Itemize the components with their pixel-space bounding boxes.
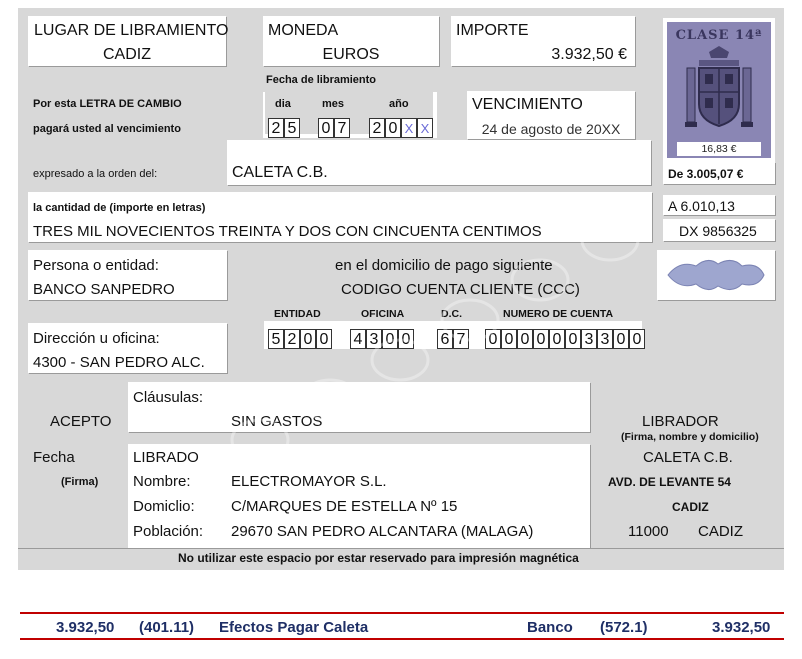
coat-of-arms-icon [685,46,753,138]
entry-top-line [20,612,784,614]
librado-domicilio-label: Domiclio: [133,498,195,515]
moneda-box [263,16,439,66]
importe-box [451,16,635,66]
digit-box: 5 [268,329,284,349]
digit-box: 0 [501,329,517,349]
direccion-label: Dirección u oficina: [33,330,160,347]
digit-box: 0 [629,329,645,349]
librado-domicilio: C/MARQUES DE ESTELLA Nº 15 [231,498,458,515]
digit-box: 7 [453,329,469,349]
digit-box: 0 [485,329,501,349]
fecha-libramiento-label: Fecha de libramiento [266,74,377,86]
digit-box: 4 [350,329,366,349]
mes-label: mes [322,98,345,110]
digit-box: 0 [533,329,549,349]
stamp-price: 16,83 € [677,142,761,156]
librador-subtitle: (Firma, nombre y domicilio) [621,431,759,443]
tax-stamp [663,18,775,162]
digit-box: 3 [581,329,597,349]
entry-credit-account: (572.1) [600,619,648,636]
digit-box: 7 [334,118,350,138]
ref-box-1 [663,162,775,184]
digit-box: X [417,118,433,138]
side-ref-3: DX 9856325 [679,223,757,239]
digit-box: 0 [300,329,316,349]
entry-credit-name: Banco [527,619,573,636]
librado-nombre: ELECTROMAYOR S.L. [231,473,387,490]
digit-box: 2 [369,118,385,138]
orden-value: CALETA C.B. [232,164,328,181]
domicilio-pago-line1: en el domicilio de pago siguiente [335,257,553,274]
digit-box: 0 [549,329,565,349]
librador-name: CALETA C.B. [643,449,733,466]
domicilio-pago-line2: CODIGO CUENTA CLIENTE (CCC) [341,281,580,298]
ccc-cuenta-label: NUMERO DE CUENTA [503,308,614,320]
digit-box: 5 [284,118,300,138]
librador-city2: CADIZ [698,523,743,540]
digit-box: 6 [437,329,453,349]
anio-label: año [389,98,409,110]
persona-box [28,250,227,300]
magnetic-note: No utilizar este espacio por estar reservado para impresión magnética [178,551,579,565]
digit-box: 0 [398,329,414,349]
clausulas-label: Cláusulas: [133,389,204,406]
digit-box: 0 [382,329,398,349]
cantidad-label: la cantidad de (importe en letras) [33,202,206,214]
side-ref-2: A 6.010,13 [668,198,735,214]
entry-debit-account: (401.11) [139,619,195,636]
digit-box: 3 [597,329,613,349]
ccc-entidad-label: ENTIDAD [274,308,321,320]
librado-poblacion-label: Población: [133,523,204,540]
entry-bottom-line [20,638,784,640]
entry-debit-name: Efectos Pagar Caleta [219,619,369,636]
digit-box: 0 [318,118,334,138]
direccion-value: 4300 - SAN PEDRO ALC. [33,354,205,371]
importe-label: IMPORTE [456,22,529,39]
librador-city: CADIZ [672,500,709,514]
letra-text-2: pagará usted al vencimiento [33,123,181,135]
digit-box: 0 [517,329,533,349]
librador-address: AVD. DE LEVANTE 54 [608,475,731,489]
firma-label: (Firma) [61,476,99,488]
lugar-value: CADIZ [103,46,151,63]
dia-label: dia [275,98,291,110]
stamp-class: CLASE 14ª [675,28,763,43]
watermark-graphic [200,200,720,500]
direccion-box [28,323,227,373]
digit-box: 2 [284,329,300,349]
librador-cp: 11000 [628,523,669,540]
digit-box: 2 [268,118,284,138]
vencimiento-label: VENCIMIENTO [472,96,583,113]
digit-box: 0 [385,118,401,138]
digit-box: 0 [613,329,629,349]
cantidad-value: TRES MIL NOVECIENTOS TREINTA Y DOS CON CINCUENTA CENTIMOS [33,223,542,240]
entry-debit-amount: 3.932,50 [56,619,115,636]
lugar-box [28,16,229,66]
vencimiento-box [467,91,635,139]
entry-credit-amount: 3.932,50 [712,619,771,636]
digit-box: X [401,118,417,138]
librado-poblacion: 29670 SAN PEDRO ALCANTARA (MALAGA) [231,523,534,540]
librado-nombre-label: Nombre: [133,473,191,490]
librado-title: LIBRADO [133,449,199,466]
librador-title: LIBRADOR [642,413,719,430]
clausulas-value: SIN GASTOS [231,413,323,430]
side-ref-1: De 3.005,07 € [668,167,744,181]
lugar-label: LUGAR DE LIBRAMIENTO [34,22,229,39]
orden-label: expresado a la orden del: [33,168,158,180]
importe-value: 3.932,50 € [551,46,627,63]
ccc-oficina-label: OFICINA [361,308,405,320]
fecha-label: Fecha [33,449,75,466]
digit-box: 0 [316,329,332,349]
orden-box [227,140,651,185]
ccc-dc-label: D.C. [441,308,462,320]
persona-label: Persona o entidad: [33,257,159,274]
acepto-label: ACEPTO [50,413,112,430]
digit-box: 0 [565,329,581,349]
letra-text-1: Por esta LETRA DE CAMBIO [33,98,182,110]
persona-value: BANCO SANPEDRO [33,281,175,298]
vencimiento-value: 24 de agosto de 20XX [481,121,621,137]
digit-box: 3 [366,329,382,349]
moneda-label: MONEDA [268,22,339,39]
moneda-value: EUROS [322,46,380,63]
